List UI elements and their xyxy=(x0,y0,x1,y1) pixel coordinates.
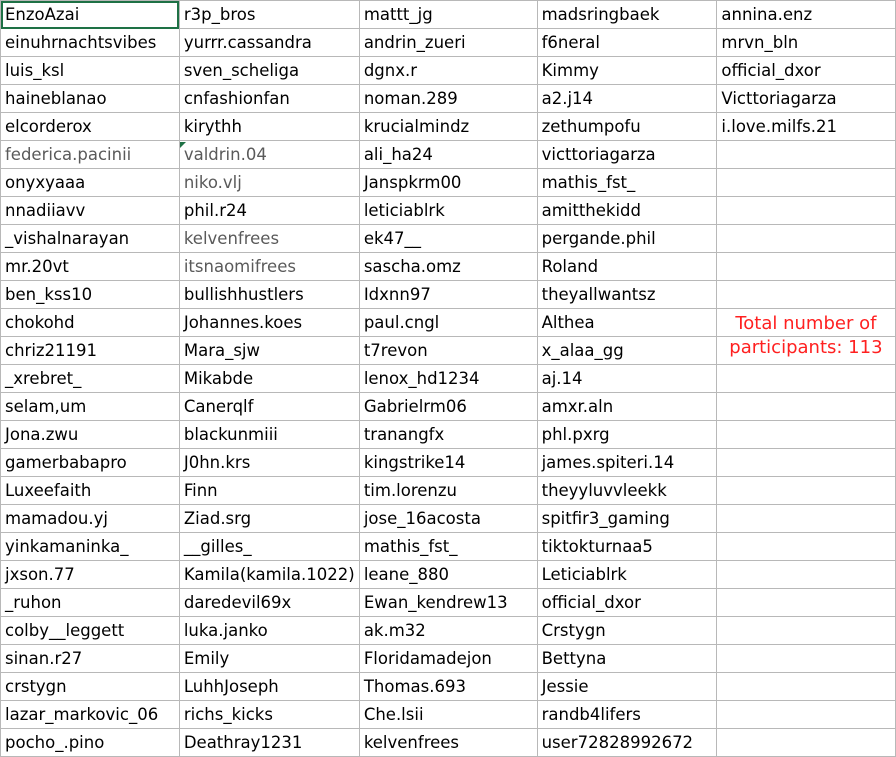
cell[interactable]: ben_kss10 xyxy=(1,281,180,309)
cell[interactable]: daredevil69x xyxy=(179,589,359,617)
cell[interactable]: sven_scheliga xyxy=(179,57,359,85)
cell[interactable]: victtoriagarza xyxy=(537,141,717,169)
cell[interactable]: Kimmy xyxy=(537,57,717,85)
cell[interactable]: gamerbabapro xyxy=(1,449,180,477)
cell[interactable]: selam,um xyxy=(1,393,180,421)
cell[interactable]: Johannes.koes xyxy=(179,309,359,337)
cell[interactable]: kelvenfrees xyxy=(359,729,537,757)
cell[interactable]: Althea xyxy=(537,309,717,337)
cell[interactable]: mamadou.yj xyxy=(1,505,180,533)
table-row xyxy=(1,365,896,393)
table-row xyxy=(1,1,896,29)
cell[interactable]: bullishhustlers xyxy=(179,281,359,309)
cell[interactable]: Janspkrm00 xyxy=(359,169,537,197)
cell[interactable]: blackunmiii xyxy=(179,421,359,449)
cell[interactable]: mrvn_bln xyxy=(717,29,896,57)
cell[interactable]: Canerqlf xyxy=(179,393,359,421)
total-participants-note xyxy=(717,312,894,360)
table-row xyxy=(1,561,896,589)
cell[interactable]: nnadiiavv xyxy=(1,197,180,225)
cell[interactable] xyxy=(717,253,896,281)
cell[interactable]: mathis_fst_ xyxy=(359,533,537,561)
cell[interactable]: kingstrike14 xyxy=(359,449,537,477)
cell[interactable]: _xrebret_ xyxy=(1,365,180,393)
cell[interactable]: luka.janko xyxy=(179,617,359,645)
cell[interactable] xyxy=(717,617,896,645)
table-row xyxy=(1,701,896,729)
cell[interactable]: lazar_markovic_06 xyxy=(1,701,180,729)
cell[interactable]: aj.14 xyxy=(537,365,717,393)
cell[interactable]: official_dxor xyxy=(537,589,717,617)
cell[interactable]: phil.r24 xyxy=(179,197,359,225)
cell[interactable] xyxy=(717,421,896,449)
table-row xyxy=(1,57,896,85)
cell[interactable]: Luxeefaith xyxy=(1,477,180,505)
cell[interactable]: official_dxor xyxy=(717,57,896,85)
cell[interactable]: Idxnn97 xyxy=(359,281,537,309)
cell[interactable]: Mara_sjw xyxy=(179,337,359,365)
total-note-line1: Total number of xyxy=(735,313,877,334)
cell[interactable]: Che.lsii xyxy=(359,701,537,729)
cell[interactable]: Finn xyxy=(179,477,359,505)
table-row xyxy=(1,393,896,421)
table-row xyxy=(1,309,896,337)
cell[interactable]: jxson.77 xyxy=(1,561,180,589)
table-row xyxy=(1,477,896,505)
cell[interactable] xyxy=(717,505,896,533)
cell[interactable]: sinan.r27 xyxy=(1,645,180,673)
total-note-line2: participants: 113 xyxy=(729,337,883,358)
cell[interactable] xyxy=(717,589,896,617)
cell[interactable]: Jona.zwu xyxy=(1,421,180,449)
table-row xyxy=(1,197,896,225)
cell[interactable]: jose_16acosta xyxy=(359,505,537,533)
cell[interactable]: LuhhJoseph xyxy=(179,673,359,701)
cell[interactable]: leticiablrk xyxy=(359,197,537,225)
cell[interactable]: Jessie xyxy=(537,673,717,701)
cell[interactable]: _vishalnarayan xyxy=(1,225,180,253)
cell[interactable]: cnfashionfan xyxy=(179,85,359,113)
cell[interactable]: federica.pacinii xyxy=(1,141,180,169)
cell[interactable]: Deathray1231 xyxy=(179,729,359,757)
cell[interactable]: sascha.omz xyxy=(359,253,537,281)
cell[interactable]: onyxyaaa xyxy=(1,169,180,197)
cell[interactable]: t7revon xyxy=(359,337,537,365)
cell[interactable] xyxy=(717,477,896,505)
cell[interactable]: Crstygn xyxy=(537,617,717,645)
cell[interactable]: ali_ha24 xyxy=(359,141,537,169)
cell[interactable]: phl.pxrg xyxy=(537,421,717,449)
cell[interactable] xyxy=(717,141,896,169)
cell[interactable]: EnzoAzai xyxy=(1,1,180,29)
cell[interactable]: Emily xyxy=(179,645,359,673)
table-row xyxy=(1,281,896,309)
table-row xyxy=(1,645,896,673)
cell[interactable] xyxy=(717,225,896,253)
cell[interactable]: _ruhon xyxy=(1,589,180,617)
cell[interactable]: spitfir3_gaming xyxy=(537,505,717,533)
cell[interactable]: tim.lorenzu xyxy=(359,477,537,505)
cell[interactable]: luis_ksl xyxy=(1,57,180,85)
cell[interactable]: theyyluvvleekk xyxy=(537,477,717,505)
table-row xyxy=(1,29,896,57)
cell[interactable]: kelvenfrees xyxy=(179,225,359,253)
cell[interactable]: amitthekidd xyxy=(537,197,717,225)
cell[interactable]: zethumpofu xyxy=(537,113,717,141)
cell[interactable]: colby__leggett xyxy=(1,617,180,645)
cell[interactable]: itsnaomifrees xyxy=(179,253,359,281)
cell[interactable]: yinkamaninka_ xyxy=(1,533,180,561)
cell[interactable]: theyallwantsz xyxy=(537,281,717,309)
table-row xyxy=(1,225,896,253)
cell[interactable]: x_alaa_gg xyxy=(537,337,717,365)
table-row xyxy=(1,141,896,169)
cell[interactable] xyxy=(717,365,896,393)
cell[interactable]: lenox_hd1234 xyxy=(359,365,537,393)
cell[interactable]: madsringbaek xyxy=(537,1,717,29)
cell[interactable]: ek47__ xyxy=(359,225,537,253)
cell[interactable]: r3p_bros xyxy=(179,1,359,29)
cell[interactable]: niko.vlj xyxy=(179,169,359,197)
cell[interactable]: J0hn.krs xyxy=(179,449,359,477)
cell[interactable] xyxy=(717,393,896,421)
cell[interactable]: andrin_zueri xyxy=(359,29,537,57)
table-row xyxy=(1,729,896,757)
cell[interactable]: user72828992672 xyxy=(537,729,717,757)
table-row xyxy=(1,253,896,281)
cell[interactable]: f6neral xyxy=(537,29,717,57)
cell[interactable]: crstygn xyxy=(1,673,180,701)
cell[interactable]: pocho_.pino xyxy=(1,729,180,757)
cell[interactable]: einuhrnachtsvibes xyxy=(1,29,180,57)
cell[interactable]: Floridamadejon xyxy=(359,645,537,673)
cell[interactable]: annina.enz xyxy=(717,1,896,29)
cell[interactable] xyxy=(717,729,896,757)
cell[interactable]: valdrin.04 xyxy=(179,141,359,169)
cell[interactable]: i.love.milfs.21 xyxy=(717,113,896,141)
table-row xyxy=(1,169,896,197)
cell[interactable]: Mikabde xyxy=(179,365,359,393)
cell[interactable]: amxr.aln xyxy=(537,393,717,421)
cell[interactable]: noman.289 xyxy=(359,85,537,113)
cell[interactable] xyxy=(717,673,896,701)
cell[interactable] xyxy=(717,281,896,309)
total-note-cell[interactable] xyxy=(717,309,896,358)
cell[interactable]: mattt_jg xyxy=(359,1,537,29)
table-row xyxy=(1,589,896,617)
cell[interactable]: paul.cngl xyxy=(359,309,537,337)
table-row xyxy=(1,673,896,701)
cell[interactable]: mr.20vt xyxy=(1,253,180,281)
cell[interactable]: Ziad.srg xyxy=(179,505,359,533)
cell[interactable]: Gabrielrm06 xyxy=(359,393,537,421)
cell[interactable]: richs_kicks xyxy=(179,701,359,729)
cell[interactable]: dgnx.r xyxy=(359,57,537,85)
cell[interactable]: tranangfx xyxy=(359,421,537,449)
cell[interactable] xyxy=(717,533,896,561)
cell[interactable]: yurrr.cassandra xyxy=(179,29,359,57)
cell[interactable]: a2.j14 xyxy=(537,85,717,113)
table-row xyxy=(1,505,896,533)
cell[interactable]: haineblanao xyxy=(1,85,180,113)
cell[interactable]: Bettyna xyxy=(537,645,717,673)
cell[interactable] xyxy=(717,449,896,477)
table-row xyxy=(1,421,896,449)
table-row xyxy=(1,449,896,477)
cell[interactable]: chokohd xyxy=(1,309,180,337)
cell[interactable]: ak.m32 xyxy=(359,617,537,645)
table-row xyxy=(1,617,896,645)
cell[interactable]: Thomas.693 xyxy=(359,673,537,701)
cell[interactable]: pergande.phil xyxy=(537,225,717,253)
cell[interactable] xyxy=(717,197,896,225)
cell[interactable]: tiktokturnaa5 xyxy=(537,533,717,561)
cell-comment-indicator xyxy=(180,142,186,148)
cell[interactable] xyxy=(717,169,896,197)
cell[interactable]: Roland xyxy=(537,253,717,281)
cell[interactable]: Kamila(kamila.1022) xyxy=(179,561,359,589)
table-row xyxy=(1,113,896,141)
cell[interactable]: Ewan_kendrew13 xyxy=(359,589,537,617)
cell[interactable]: Victtoriagarza xyxy=(717,85,896,113)
cell[interactable]: krucialmindz xyxy=(359,113,537,141)
cell[interactable]: mathis_fst_ xyxy=(537,169,717,197)
cell[interactable] xyxy=(717,561,896,589)
cell[interactable]: __gilles_ xyxy=(179,533,359,561)
table-row xyxy=(1,85,896,113)
cell[interactable]: kirythh xyxy=(179,113,359,141)
cell[interactable]: james.spiteri.14 xyxy=(537,449,717,477)
cell[interactable] xyxy=(717,701,896,729)
cell[interactable]: Leticiablrk xyxy=(537,561,717,589)
cell[interactable] xyxy=(717,645,896,673)
cell[interactable]: randb4lifers xyxy=(537,701,717,729)
table-row xyxy=(1,533,896,561)
cell[interactable]: elcorderox xyxy=(1,113,180,141)
cell[interactable]: chriz21191 xyxy=(1,337,180,365)
cell[interactable]: leane_880 xyxy=(359,561,537,589)
